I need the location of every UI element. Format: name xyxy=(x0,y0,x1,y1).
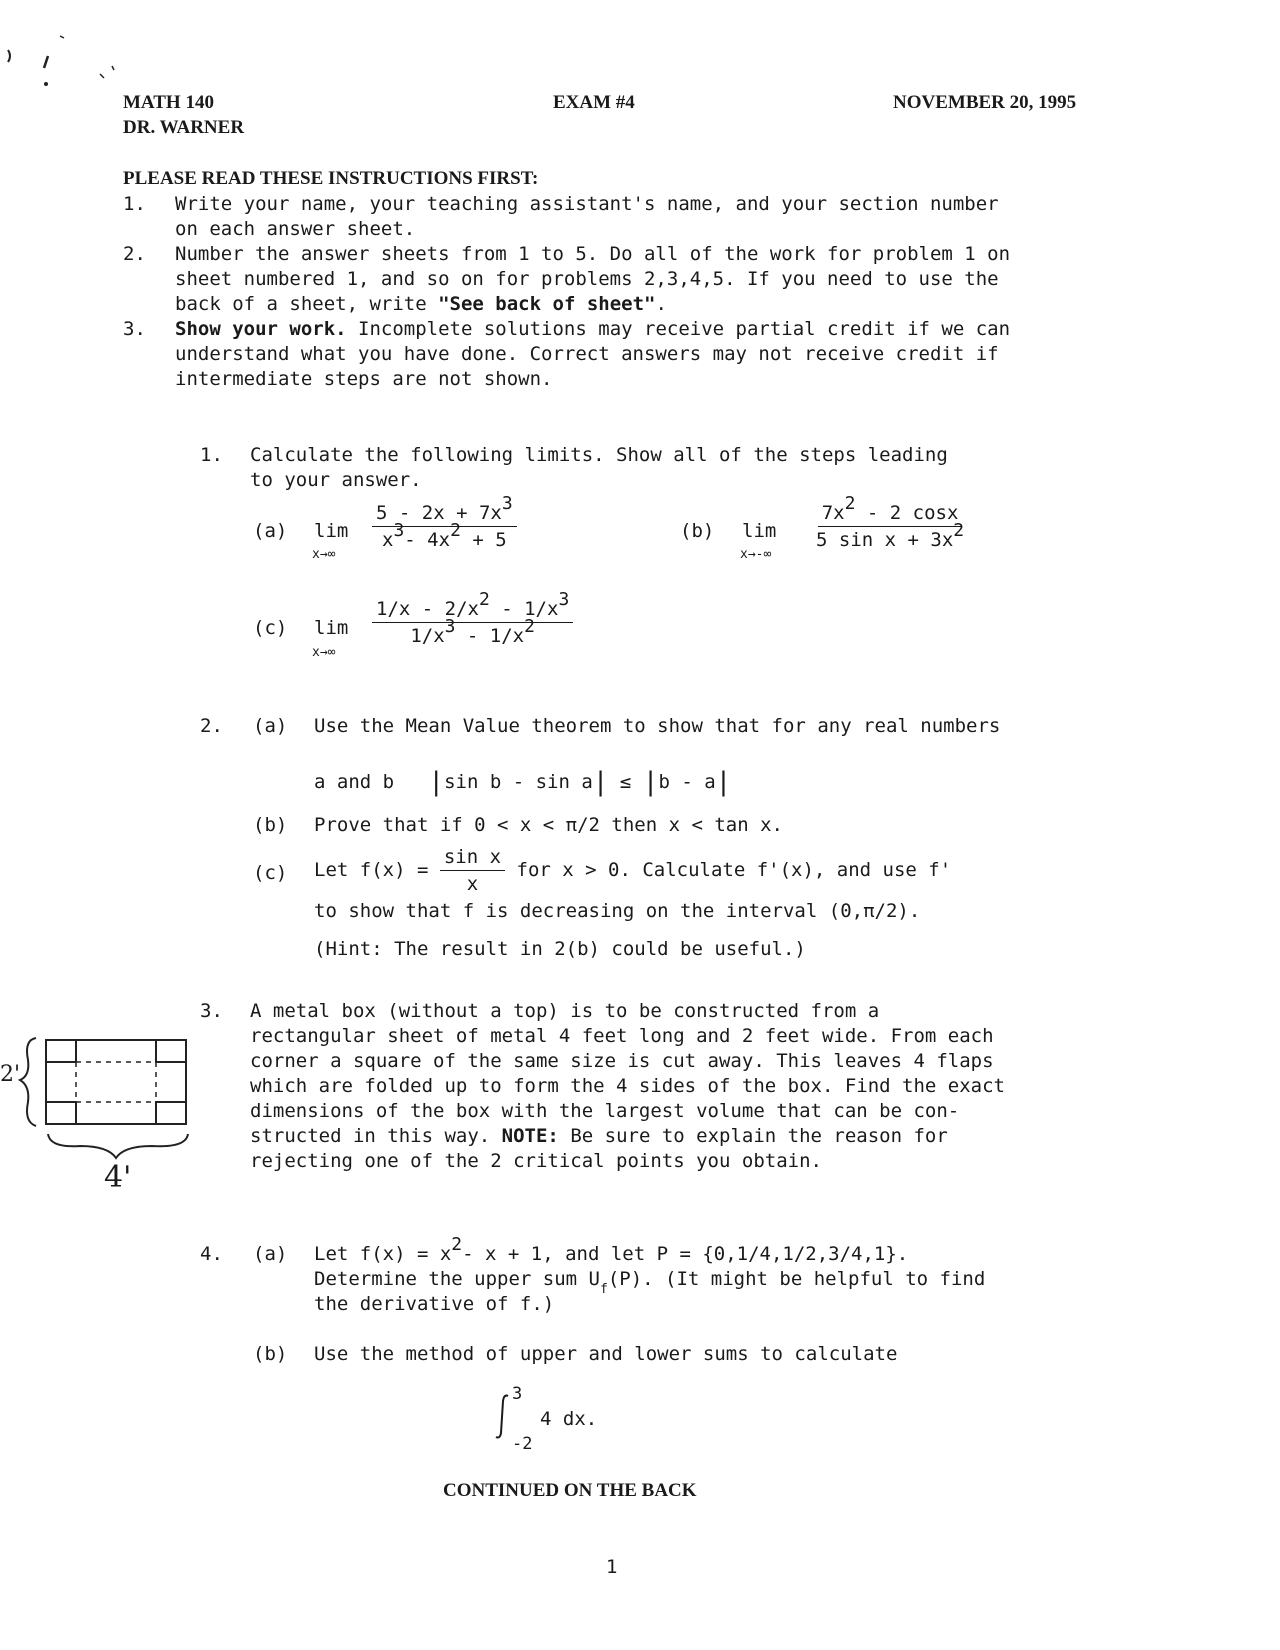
limit-fraction-c: $\frac{1/x - 2/x2 - 1/x3}{1/x3 - 1/x2}$ xyxy=(372,598,573,647)
problem-text: corner a square of the same size is cut away. This leaves 4 flaps xyxy=(250,1050,994,1072)
problem-number: 2. xyxy=(200,715,223,737)
part-label: (b) xyxy=(680,520,715,542)
note-emphasis: NOTE: xyxy=(501,1125,559,1147)
instruction-line: intermediate steps are not shown. xyxy=(175,368,553,390)
problem-text: to your answer. xyxy=(250,469,422,491)
part-label: (a) xyxy=(253,1243,288,1265)
problem-text: Prove that if 0 < x < π/2 then x < tan x. xyxy=(314,814,783,836)
course-name: MATH 140 xyxy=(123,92,214,113)
page-number: 1 xyxy=(606,1556,618,1578)
problem-text: structed in this way. NOTE: Be sure to explain the reason for xyxy=(250,1125,948,1147)
integral-sign xyxy=(494,1393,514,1441)
sheet-outline xyxy=(46,1040,186,1124)
exam-title: EXAM #4 xyxy=(553,92,635,113)
see-back-note: "See back of sheet" xyxy=(438,293,656,315)
instruction-line: sheet numbered 1, and so on for problems 2,3,4,5. If you need to use the xyxy=(175,268,999,290)
instruction-line: understand what you have done. Correct answers may not receive credit if xyxy=(175,343,999,365)
problem-text: which are folded up to form the 4 sides of the box. Find the exact xyxy=(250,1075,1005,1097)
part-label: (c) xyxy=(253,617,288,639)
problem-text: Determine the upper sum $U_f(P)$. (It might be helpful to find xyxy=(314,1268,986,1297)
problem-number: 4. xyxy=(200,1243,223,1265)
instruction-line: back of a sheet, write "See back of sheet". xyxy=(175,293,667,315)
show-work-emphasis: Show your work. xyxy=(175,318,347,340)
integral-lower-limit: -2 xyxy=(512,1434,533,1454)
exam-date: NOVEMBER 20, 1995 xyxy=(893,92,1077,113)
limit-operator: lim xyxy=(314,617,349,639)
problem-text: rejecting one of the 2 critical points you obtain. xyxy=(250,1150,822,1172)
problem-text: Use the Mean Value theorem to show that for any real numbers xyxy=(314,715,1001,737)
continued-note: CONTINUED ON THE BACK xyxy=(443,1480,697,1501)
limit-operator: lim xyxy=(314,520,349,542)
limit-fraction-a: $\frac{5 - 2x + 7x3}{x3- 4x2 + 5}$ xyxy=(372,502,517,551)
part-label: (a) xyxy=(253,520,288,542)
instruction-number: 2. xyxy=(123,243,146,265)
part-label: (c) xyxy=(253,862,288,884)
part-label: (a) xyxy=(253,715,288,737)
problem-hint: (Hint: The result in 2(b) could be useful.) xyxy=(314,938,806,960)
limit-operator: lim xyxy=(742,520,777,542)
instruction-line: Number the answer sheets from 1 to 5. Do all of the work for problem 1 on xyxy=(175,243,1011,265)
problem-text: Calculate the following limits. Show all of the steps leading xyxy=(250,444,948,466)
bottom-brace xyxy=(48,1134,188,1158)
instructions-heading: PLEASE READ THESE INSTRUCTIONS FIRST: xyxy=(123,168,539,189)
part-label: (b) xyxy=(253,814,288,836)
limit-fraction-b: $\frac{7x2 - 2 \cos x}{\text{5 sin x + 3x2}}$ xyxy=(816,493,965,551)
limit-subscript: x→-∞ xyxy=(740,547,772,562)
problem-text: A metal box (without a top) is to be constructed from a xyxy=(250,1000,880,1022)
inequality-line: a and b |sin b - sin a| ≤ |b - a| xyxy=(314,767,732,797)
instruction-number: 1. xyxy=(123,193,146,215)
integrand: 4 dx. xyxy=(540,1408,598,1430)
scan-marks xyxy=(0,0,140,100)
limit-subscript: x→∞ xyxy=(312,645,336,660)
sketch-length-label: 4' xyxy=(104,1160,132,1195)
problem-text: rectangular sheet of metal 4 feet long and 2 feet wide. From each xyxy=(250,1025,994,1047)
problem-text: Let f(x) = $\frac{\text{sin x}}{x}$ for x > 0. Calculate f'(x), and use f' xyxy=(314,846,952,895)
instruction-line: Show your work. Incomplete solutions may receive partial credit if we can xyxy=(175,318,1011,340)
problem-number: 3. xyxy=(200,1000,223,1022)
instructor-name: DR. WARNER xyxy=(123,117,245,138)
sketch-width-label: 2' xyxy=(0,1062,21,1087)
problem-text: to show that f is decreasing on the interval (0,π/2). xyxy=(314,900,921,922)
problem-text: the derivative of f.) xyxy=(314,1293,555,1315)
instruction-line: on each answer sheet. xyxy=(175,218,416,240)
instruction-number: 3. xyxy=(123,318,146,340)
fold-lines xyxy=(76,1062,156,1102)
instruction-line: Write your name, your teaching assistant's name, and your section number xyxy=(175,193,999,215)
limit-subscript: x→∞ xyxy=(312,547,336,562)
box-sketch xyxy=(0,1030,200,1220)
problem-text: Use the method of upper and lower sums to calculate xyxy=(314,1343,898,1365)
problem-text: dimensions of the box with the largest volume that can be con- xyxy=(250,1100,960,1122)
problem-number: 1. xyxy=(200,444,223,466)
part-label: (b) xyxy=(253,1343,288,1365)
side-brace xyxy=(20,1038,36,1126)
integral-upper-limit: 3 xyxy=(512,1384,523,1404)
problem-text: Let f(x) = x2- x + 1, and let P = {0,1/4,1/2,3/4,1}. xyxy=(314,1234,909,1265)
